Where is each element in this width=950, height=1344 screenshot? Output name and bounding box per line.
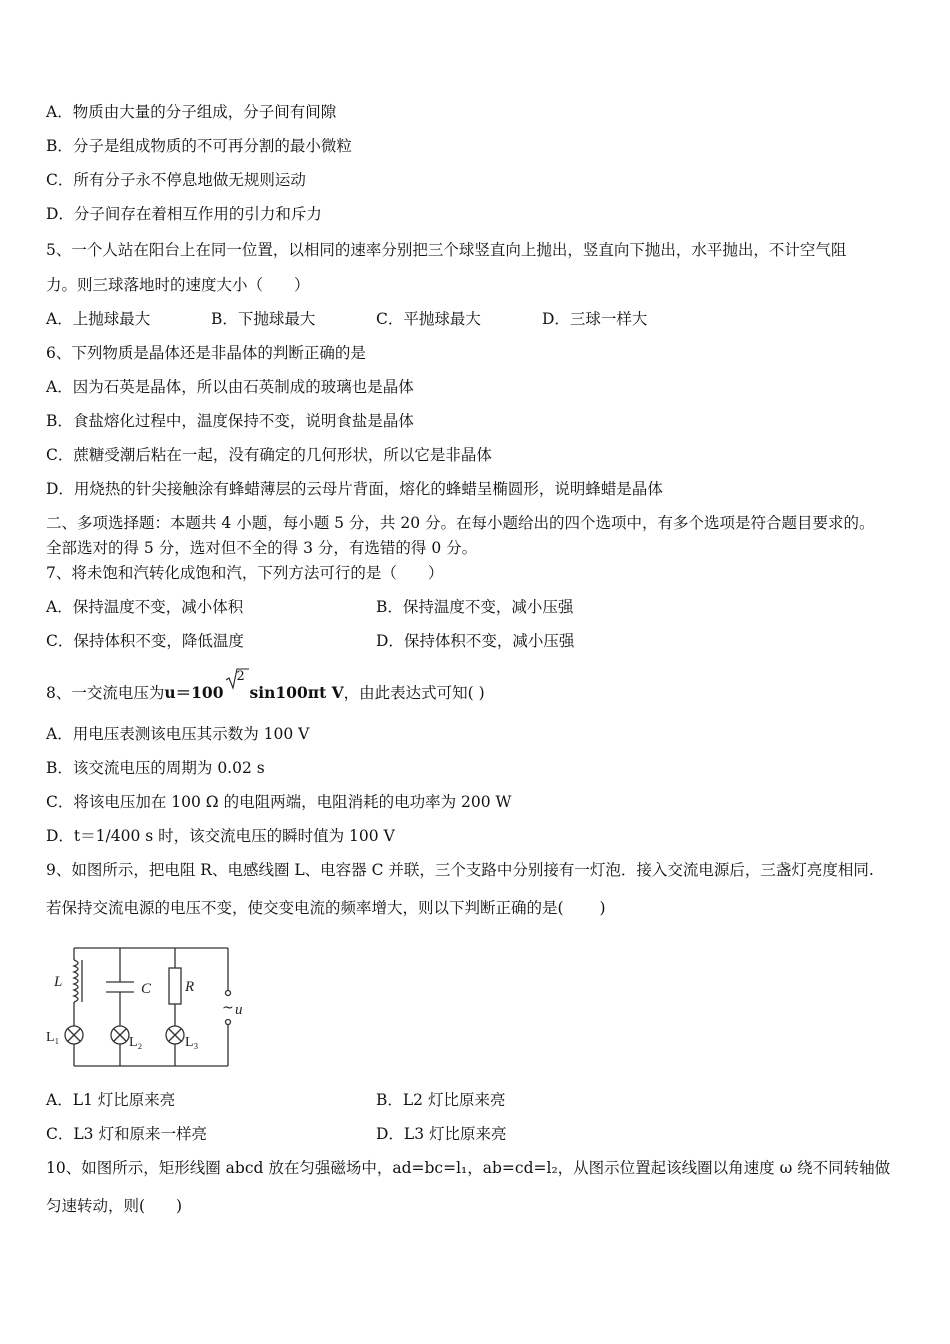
q8-stem-suffix: ，由此表达式可知( ) (343, 684, 485, 702)
label-L2: L₂ (129, 1035, 143, 1050)
q5-option-b: B．下抛球最大 (211, 310, 316, 328)
q6-option-c: C．蔗糖受潮后粘在一起，没有确定的几何形状，所以它是非晶体 (46, 446, 492, 464)
q9-option-d: D．L3 灯比原来亮 (376, 1125, 507, 1143)
section2-heading-line1: 二、多项选择题：本题共 4 小题，每小题 5 分，共 20 分。在每小题给出的四个选项中，有多个选项是符合题目要求的。 (46, 514, 875, 532)
q8-formula-part2: sin100πt V (249, 683, 344, 702)
label-L1: L₁ (46, 1030, 60, 1045)
q5-stem-line1: 5、一个人站在阳台上在同一位置，以相同的速率分别把三个球竖直向上抛出，竖直向下抛出，水平抛出，不计空气阻 (46, 241, 847, 259)
label-R: R (185, 979, 195, 995)
q8-option-a: A．用电压表测该电压其示数为 100 V (46, 725, 310, 743)
q8-option-b: B．该交流电压的周期为 0.02 s (46, 759, 265, 777)
q10-stem-line2: 匀速转动，则( ) (46, 1197, 183, 1215)
q7-option-c: C．保持体积不变，降低温度 (46, 632, 244, 650)
q9-option-a: A．L1 灯比原来亮 (46, 1091, 176, 1109)
circuit-diagram (40, 938, 255, 1073)
q4-option-a: A．物质由大量的分子组成，分子间有间隙 (46, 103, 337, 121)
q8-radicand: 2 (236, 669, 245, 684)
q9-stem-line2: 若保持交流电源的电压不变，使交变电流的频率增大，则以下判断正确的是( ) (46, 899, 606, 917)
q7-option-b: B．保持温度不变，减小压强 (376, 598, 574, 616)
q6-option-a: A．因为石英是晶体，所以由石英制成的玻璃也是晶体 (46, 378, 414, 396)
q8-stem-prefix: 8、一交流电压为 (46, 684, 165, 702)
q9-option-b: B．L2 灯比原来亮 (376, 1091, 506, 1109)
q8-option-c: C．将该电压加在 100 Ω 的电阻两端，电阻消耗的电功率为 200 W (46, 793, 512, 811)
q5-option-d: D．三球一样大 (542, 310, 648, 328)
q5-option-c: C．平抛球最大 (376, 310, 481, 328)
q4-option-d: D．分子间存在着相互作用的引力和斥力 (46, 205, 322, 223)
label-L: L (54, 974, 63, 990)
q6-stem: 6、下列物质是晶体还是非晶体的判断正确的是 (46, 344, 366, 362)
q7-option-a: A．保持温度不变，减小体积 (46, 598, 244, 616)
q6-option-b: B．食盐熔化过程中，温度保持不变，说明食盐是晶体 (46, 412, 414, 430)
q4-option-b: B．分子是组成物质的不可再分割的最小微粒 (46, 137, 352, 155)
q7-stem: 7、将未饱和汽转化成饱和汽，下列方法可行的是（ ） (46, 564, 444, 582)
q5-option-a: A．上抛球最大 (46, 310, 151, 328)
q5-stem-line2: 力。则三球落地时的速度大小（ ） (46, 276, 310, 294)
sqrt-symbol (224, 669, 250, 700)
q9-option-c: C．L3 灯和原来一样亮 (46, 1125, 207, 1143)
label-u: u (235, 1002, 243, 1018)
q6-option-d: D．用烧热的针尖接触涂有蜂蜡薄层的云母片背面，熔化的蜂蜡呈椭圆形，说明蜂蜡是晶体 (46, 480, 663, 498)
q4-option-c: C．所有分子永不停息地做无规则运动 (46, 171, 306, 189)
q8-formula-part1: u＝100 (164, 683, 224, 702)
q9-stem-line1: 9、如图所示，把电阻 R、电感线圈 L、电容器 C 并联，三个支路中分别接有一灯泡．接入交流电源后，三盏灯亮度相同. (46, 861, 874, 879)
section2-heading-line2: 全部选对的得 5 分，选对但不全的得 3 分，有选错的得 0 分。 (46, 539, 478, 557)
label-C: C (141, 981, 152, 997)
q10-stem-line1: 10、如图所示，矩形线圈 abcd 放在匀强磁场中，ad=bc=l₁，ab=cd=l₂，从图示位置起该线圈以角速度 ω 绕不同转轴做 (46, 1159, 891, 1177)
label-ac-tilde: ~ (222, 1000, 234, 1016)
label-L3: L₃ (185, 1035, 199, 1050)
q7-option-d: D．保持体积不变，减小压强 (376, 632, 575, 650)
q8-option-d: D．t＝1/400 s 时，该交流电压的瞬时值为 100 V (46, 827, 395, 845)
q8-stem (46, 669, 485, 703)
